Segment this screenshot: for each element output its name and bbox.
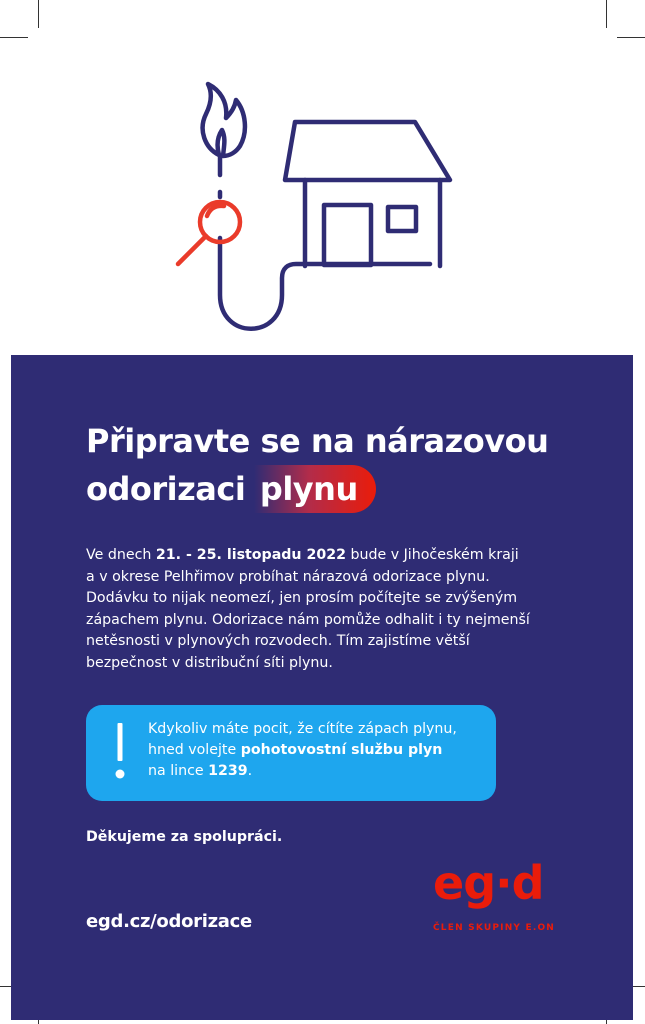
flame-icon bbox=[203, 84, 245, 156]
website-link[interactable]: egd.cz/odorizace bbox=[86, 911, 252, 932]
page-title bbox=[86, 417, 606, 513]
magnifier-icon bbox=[178, 202, 240, 264]
logo-wordmark: eg·d bbox=[433, 856, 544, 910]
logo-tagline: ČLEN SKUPINY E.ON bbox=[433, 923, 556, 933]
callout-text bbox=[148, 719, 488, 782]
title-line-1: Připravte se na nárazovou bbox=[86, 422, 549, 460]
body-line: Dodávku to nijak neomezí, jen prosím počítejte se zvýšeným bbox=[86, 590, 518, 607]
callout-line bbox=[148, 740, 488, 761]
crop-mark bbox=[0, 37, 28, 38]
emergency-callout bbox=[86, 705, 496, 801]
callout-line bbox=[148, 761, 488, 782]
body-line: zápachem plynu. Odorizace nám pomůže odhalit i ty nejmenší bbox=[86, 611, 530, 628]
callout-text-part: hned volejte bbox=[148, 742, 241, 758]
emergency-phone-number[interactable]: 1239 bbox=[208, 763, 248, 779]
announcement-text bbox=[86, 545, 586, 675]
body-line: netěsnosti v plynových rozvodech. Tím zajistíme větší bbox=[86, 633, 470, 650]
callout-text-part: . bbox=[247, 763, 253, 779]
crop-mark bbox=[606, 0, 607, 28]
thank-you-note: Děkujeme za spolupráci. bbox=[86, 829, 283, 845]
body-text: Ve dnech bbox=[86, 547, 156, 563]
crop-mark bbox=[38, 0, 39, 28]
crop-mark bbox=[617, 37, 645, 38]
title-highlight: plynu bbox=[254, 465, 376, 513]
info-panel bbox=[11, 355, 633, 1020]
gas-illustration bbox=[150, 50, 470, 350]
exclamation-icon bbox=[112, 721, 128, 781]
date-range: 21. - 25. listopadu 2022 bbox=[155, 547, 346, 563]
title-plain: odorizaci bbox=[86, 470, 246, 508]
callout-text-part: na lince bbox=[148, 763, 209, 779]
title-line-2 bbox=[86, 465, 606, 513]
body-line bbox=[86, 545, 586, 567]
body-line: bezpečnost v distribuční síti plynu. bbox=[86, 654, 333, 671]
body-text: bude v Jihočeském kraji bbox=[345, 547, 519, 563]
house-icon bbox=[285, 122, 450, 266]
egd-logo bbox=[429, 855, 569, 945]
body-line: a v okrese Pelhřimov probíhat nárazová odorizace plynu. bbox=[86, 568, 490, 585]
callout-line: Kdykoliv máte pocit, že cítíte zápach plynu, bbox=[148, 721, 457, 737]
emergency-service-name: pohotovostní službu plyn bbox=[240, 742, 443, 758]
